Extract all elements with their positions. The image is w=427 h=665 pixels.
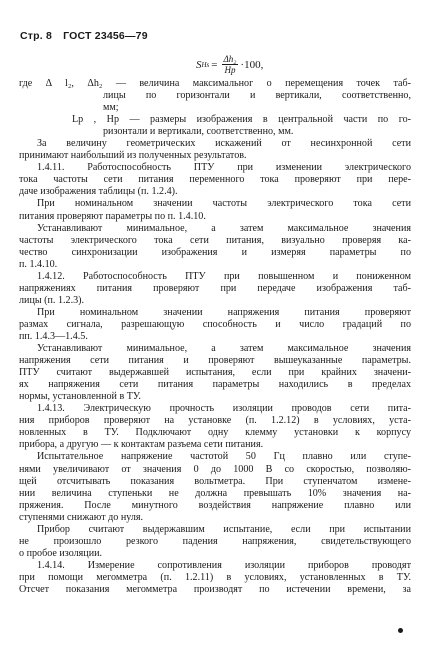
paragraph-line: Устанавливают минимальное, а затем максимальное значения bbox=[37, 343, 411, 355]
paragraph-line: пряжения. После минутного воздействия напряжение плавно или bbox=[19, 499, 411, 511]
formula-lhs: S bbox=[196, 58, 202, 71]
formula-numerator: Δh₂ bbox=[223, 54, 237, 64]
paragraph-line: лицы по горизонтали и вертикали, соответственно, bbox=[103, 90, 411, 102]
paragraph-line: где Δ l₂, Δh₂ — величина максимальног о перемещения точек таб- bbox=[19, 78, 411, 89]
paragraph bbox=[19, 524, 411, 560]
page-header bbox=[20, 30, 156, 42]
paragraph-line: при помощи мегомметра (п. 1.2.11) в условиях, установленных в ТУ. bbox=[19, 571, 411, 583]
paragraph-line: Испытательное напряжение частотой 50 Гц плавно или ступе- bbox=[37, 451, 411, 463]
paragraph-line: частоты электрического тока сети питания, визуально проверяя ка- bbox=[19, 234, 411, 246]
paragraph-line: напряжения сети питания и проверяют вышеуказанные параметры. bbox=[19, 355, 411, 367]
paragraph-line: 1.4.12. Работоспособность ПТУ при повышенном и пониженном bbox=[37, 270, 411, 282]
page-number: Стр. 8 bbox=[20, 30, 53, 42]
formula-rhs: ·100, bbox=[240, 58, 264, 71]
paragraph-line: напряжениях питания проверяют при передаче изображения таб- bbox=[19, 282, 411, 294]
paragraph-line: лицы (п. 1.2.3). bbox=[19, 294, 85, 306]
paragraph-line: нормы, установленной в ТУ. bbox=[19, 391, 141, 403]
paragraph bbox=[19, 78, 411, 90]
paragraph-line: ризонтали и вертикали, соответственно, мм. bbox=[103, 126, 294, 138]
paragraph-line: Отсчет показания мегомметра производят по истечении времени, за bbox=[19, 583, 411, 595]
paragraph-line: 1.4.11. Работоспособность ПТУ при изменении электрического bbox=[37, 162, 411, 174]
paragraph bbox=[19, 90, 411, 114]
paragraph-line: п. 1.4.10. bbox=[19, 258, 58, 270]
paragraph-line: При номинальном значении частоты электрического тока сети bbox=[37, 198, 411, 210]
formula-equals: = bbox=[211, 58, 218, 71]
paragraph bbox=[19, 198, 411, 222]
paragraph bbox=[19, 307, 411, 343]
paragraph-line: 1.4.14. Измерение сопротивления изоляции приборов проводят bbox=[37, 559, 411, 571]
paragraph-line: не произошло резкого падения напряжения, свидетельствующего bbox=[19, 535, 411, 547]
paragraph-line: питания проверяют параметры по п. 1.4.10. bbox=[19, 210, 206, 222]
paragraph bbox=[19, 451, 411, 523]
paragraph-line: При номинальном значении напряжения питания проверяют bbox=[37, 306, 411, 318]
paragraph-line: о пробое изоляции. bbox=[19, 547, 103, 559]
paragraph-line: чество синхронизации изображения и измеряя параметры по bbox=[19, 246, 411, 258]
paragraph-line: тока частоты сети питания переменного тока проверяют при пере- bbox=[19, 174, 411, 186]
paragraph-line: пп. 1.4.3—1.4.5. bbox=[19, 330, 88, 342]
formula-fraction bbox=[222, 54, 239, 75]
standard-code: ГОСТ 23456—79 bbox=[63, 30, 148, 42]
paragraph-line: новленных в ТУ. Подключают одну клемму установки к корпусу bbox=[19, 427, 411, 439]
formula-denominator: Hр bbox=[224, 65, 236, 75]
paragraph-line: прибора, а другую — к контактам разъема сети питания. bbox=[19, 439, 264, 451]
paragraph-line: мм; bbox=[103, 102, 119, 114]
paragraph-line: Прибор считают выдержавшим испытание, если при испытании bbox=[37, 523, 411, 535]
paragraph-line: принимают наибольший из полученных результатов. bbox=[19, 150, 247, 162]
paragraph bbox=[19, 162, 411, 198]
paragraph-line: Lр , Hр — размеры изображения в центральной части по го- bbox=[72, 114, 411, 126]
paragraph bbox=[19, 271, 411, 307]
paragraph-line: нями увеличивают от значения 0 до 1000 В со скоростью, позволяю- bbox=[19, 463, 411, 475]
paragraph-line: даче изображения таблицы (п. 1.2.4). bbox=[19, 186, 178, 198]
paragraph bbox=[19, 560, 411, 596]
formula bbox=[196, 54, 263, 75]
paragraph-line: ПТУ считают выдержавшей испытания, если при крайних значени- bbox=[19, 367, 411, 379]
paragraph bbox=[19, 403, 411, 451]
paragraph bbox=[19, 114, 411, 126]
paragraph bbox=[19, 138, 411, 162]
paragraph-line: За величину геометрических искажений от несинхронной сети bbox=[37, 138, 411, 150]
paragraph-line: нии величина ступеньки не должна превышать 10% значения на- bbox=[19, 487, 411, 499]
paragraph bbox=[19, 343, 411, 403]
formula-lhs-subscript: Hs bbox=[201, 60, 210, 69]
paragraph-line: ния приборов проверяют на установке (п. 1.2.12) в условиях, уста- bbox=[19, 415, 411, 427]
paragraph-line: ступенями снижают до нуля. bbox=[19, 511, 144, 523]
paragraph-line: щей отсчитывать показания вольтметра. При ступенчатом измене- bbox=[19, 475, 411, 487]
page-mark-dot bbox=[398, 628, 403, 633]
paragraph-line: размах сигнала, разрешающую способность и число градаций по bbox=[19, 318, 411, 330]
paragraph-line: ях напряжения сети питания параметры находились в пределах bbox=[19, 379, 411, 391]
paragraph bbox=[19, 223, 411, 271]
paragraph-line: Устанавливают минимальное, а затем максимальное значения bbox=[37, 222, 411, 234]
paragraph bbox=[19, 126, 411, 138]
body-text bbox=[19, 78, 411, 596]
paragraph-line: 1.4.13. Электрическую прочность изоляции проводов сети пита- bbox=[37, 403, 411, 415]
